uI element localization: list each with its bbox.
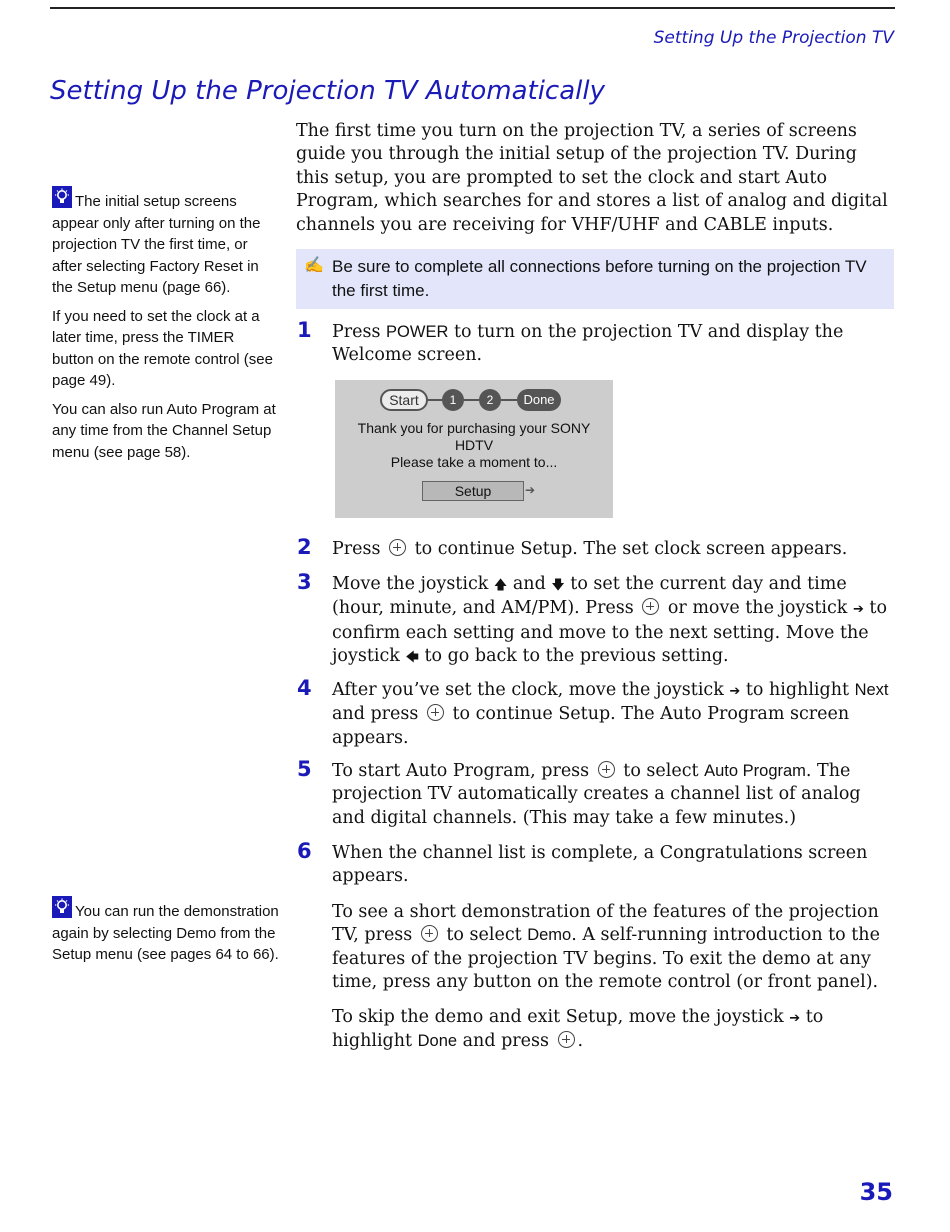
intro-paragraph: The first time you turn on the projection TV, a series of screens guide you through the initial setup of the projection TV. During this setup, you are prompted to set the clock and start Auto Program, which searches for and stores a list of analog and digital channels you are receiving for VHF/UHF and CABLE inputs. (296, 121, 888, 235)
lightbulb-tip-icon (52, 896, 72, 918)
running-head: Setting Up the Projection TV (653, 28, 894, 48)
pencil-note-icon: ✍ (304, 257, 324, 274)
tip-paragraph: You can also run Auto Program at any time from the Channel Setup menu (see page 58). (52, 400, 276, 461)
joystick-press-icon (558, 1031, 575, 1048)
left-arrow-icon: 🡄 (405, 650, 419, 666)
tip-paragraph: You can run the demonstration again by selecting Demo from the Setup menu (see pages 64 to 66). (52, 896, 280, 966)
step-2-text: Press to continue Setup. The set clock screen appears. (332, 539, 848, 559)
step-number: 1 (297, 318, 312, 342)
tip-paragraph: If you need to set the clock at a later time, press the TIMER button on the remote control (see page 49). (52, 307, 273, 389)
note-text: Be sure to complete all connections before turning on the projection TV the first time. (332, 257, 867, 300)
step-number: 5 (297, 757, 312, 781)
welcome-message: Thank you for purchasing your SONY HDTV Please take a moment to... (357, 420, 591, 470)
done-label: Done (417, 1032, 458, 1051)
step-number: 4 (297, 676, 312, 700)
sidebar-tip-1 (52, 186, 280, 470)
joystick-press-icon (389, 539, 406, 556)
progress-connector (428, 399, 442, 401)
next-label: Next (854, 681, 889, 699)
step-number: 2 (297, 535, 312, 559)
setup-button: Setup (422, 481, 524, 501)
step-1-text: Press POWER to turn on the projection TV and display the Welcome screen. (332, 322, 844, 366)
power-button-label: POWER (386, 323, 449, 341)
tip-paragraph: The initial setup screens appear only after turning on the projection TV the first time, or after selecting Factory Reset in the Setup menu (page 66). (52, 186, 280, 299)
step-3-text: Move the joystick 🡅 and 🡇 to set the current day and time (hour, minute, and AM/PM). Press or move the joystick ➔ to confirm each setting and move to the next setting. Move the joystick 🡄 to go back to the previous setting. (332, 574, 887, 667)
right-arrow-icon: ➔ (525, 483, 536, 497)
progress-start: Start (380, 389, 428, 411)
step-6-text: When the channel list is complete, a Congratulations screen appears. (332, 843, 868, 887)
joystick-press-icon (421, 925, 438, 942)
auto-program-label: Auto Program (704, 762, 806, 780)
progress-connector (501, 399, 517, 401)
page-title: Setting Up the Projection TV Automatically (50, 76, 605, 106)
lightbulb-tip-icon (52, 186, 72, 208)
skip-paragraph: To skip the demo and exit Setup, move the joystick ➔ to highlight Done and press . (332, 1007, 824, 1052)
down-arrow-icon: 🡇 (551, 578, 565, 593)
right-arrow-icon: ➔ (789, 1011, 801, 1026)
welcome-screen (335, 380, 613, 518)
progress-done: Done (517, 389, 561, 411)
step-number: 3 (297, 570, 312, 594)
step-4-text: After you’ve set the clock, move the joystick ➔ to highlight Next and press to continue Setup. The Auto Program screen appears. (332, 680, 889, 748)
progress-step-1: 1 (442, 389, 464, 411)
step-5-text: To start Auto Program, press to select Auto Program. The projection TV automatically creates a channel list of analog and digital channels. (This may take a few minutes.) (332, 761, 861, 828)
joystick-press-icon (642, 598, 659, 615)
joystick-press-icon (427, 704, 444, 721)
right-arrow-icon: ➔ (852, 602, 864, 618)
header-rule (50, 7, 895, 9)
page-number: 35 (859, 1178, 893, 1206)
sidebar-tip-2 (52, 896, 280, 973)
joystick-press-icon (598, 761, 615, 778)
demo-label: Demo (527, 926, 572, 945)
progress-step-2: 2 (479, 389, 501, 411)
up-arrow-icon: 🡅 (493, 578, 508, 593)
right-arrow-icon: ➔ (729, 684, 741, 699)
note-box (296, 249, 894, 309)
step-number: 6 (297, 839, 312, 863)
progress-connector (464, 399, 479, 401)
demo-paragraph: To see a short demonstration of the features of the projection TV, press to select Demo. A self-running introduction to the features of the projection TV begins. To exit the demo at any time, press any button on the remote control (or front panel). (332, 902, 880, 993)
